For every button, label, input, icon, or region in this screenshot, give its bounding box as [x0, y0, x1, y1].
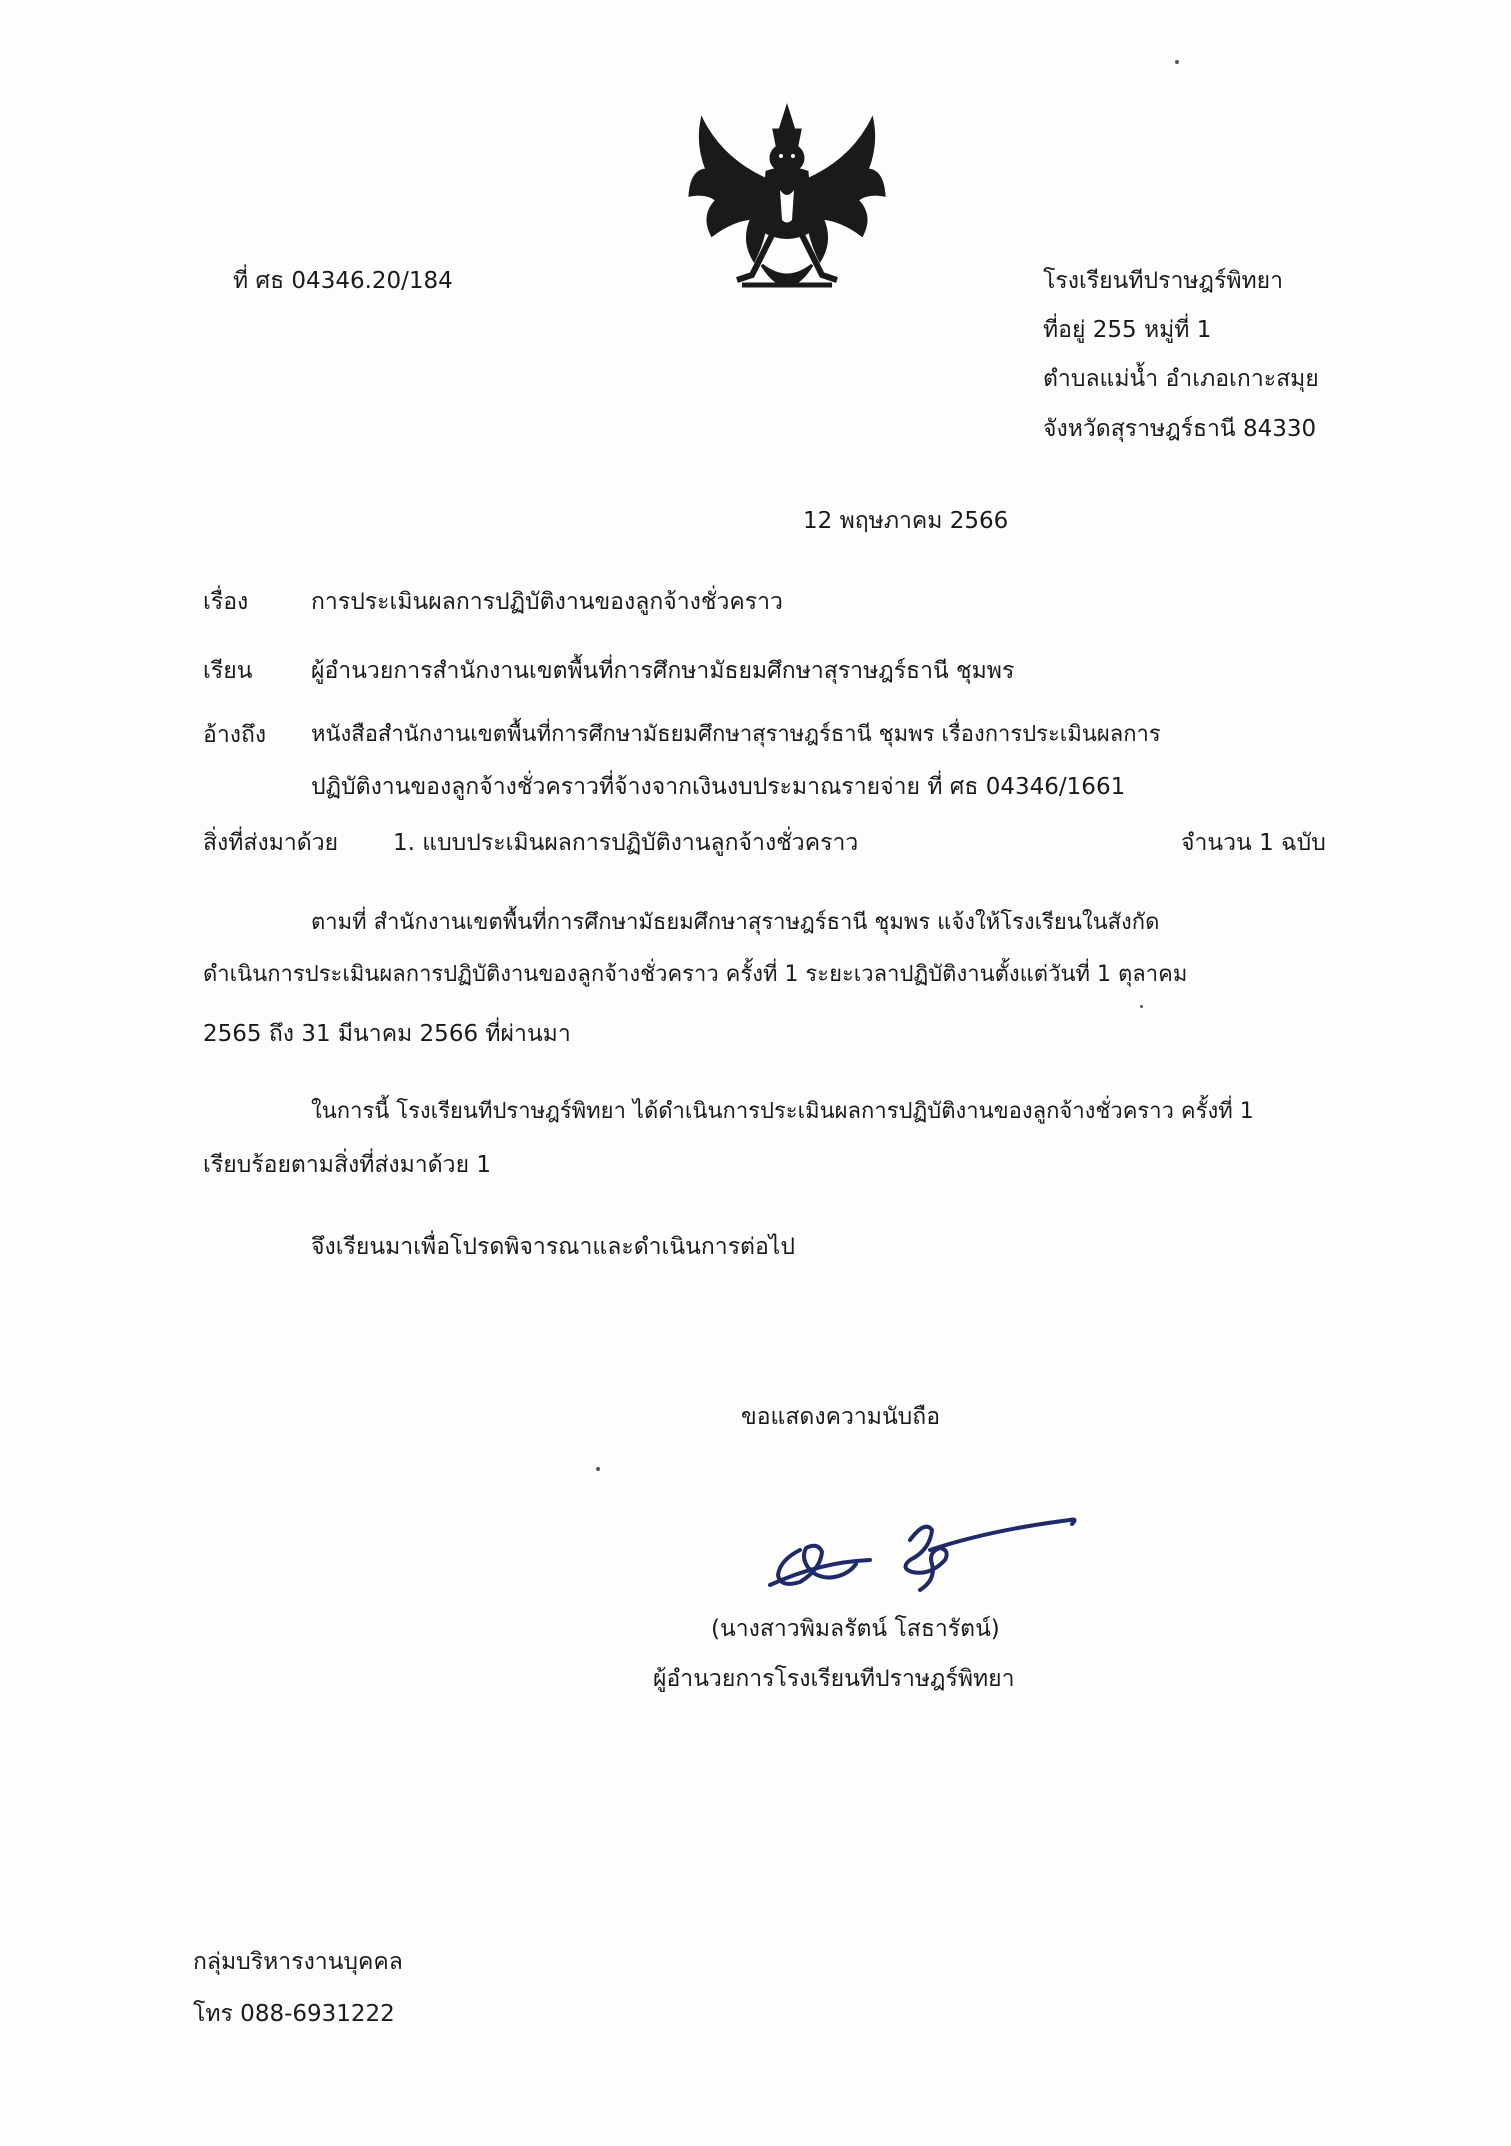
reference-text: หนังสือสำนักงานเขตพื้นที่การศึกษามัธยมศึกษาสุราษฎร์ธานี ชุมพร เรื่องการประเมินผลการ [311, 722, 1161, 747]
signer-title: ผู้อำนวยการโรงเรียนทีปราษฎร์พิทยา [653, 1666, 1015, 1692]
recipient-label: เรียน [203, 658, 253, 684]
enclosure-count: จำนวน 1 ฉบับ [1181, 830, 1326, 856]
subject-text: การประเมินผลการปฏิบัติงานของลูกจ้างชั่วคราว [311, 589, 783, 615]
scan-speck [596, 1467, 600, 1471]
footer-department: กลุ่มบริหารงานบุคคล [193, 1949, 403, 1975]
reference-text: ปฏิบัติงานของลูกจ้างชั่วคราวที่จ้างจากเงินงบประมาณรายจ่าย ที่ ศธ 04346/1661 [311, 774, 1126, 800]
body-paragraph-line: จึงเรียนมาเพื่อโปรดพิจารณาและดำเนินการต่อไป [311, 1234, 795, 1260]
scan-speck [1140, 1005, 1143, 1008]
body-paragraph-line: ตามที่ สำนักงานเขตพื้นที่การศึกษามัธยมศึกษาสุราษฎร์ธานี ชุมพร แจ้งให้โรงเรียนในสังกัด [311, 910, 1160, 935]
recipient-text: ผู้อำนวยการสำนักงานเขตพื้นที่การศึกษามัธยมศึกษาสุราษฎร์ธานี ชุมพร [311, 658, 1015, 684]
subject-label: เรื่อง [203, 589, 249, 615]
enclosure-item: 1. แบบประเมินผลการปฏิบัติงานลูกจ้างชั่วคราว [393, 830, 859, 856]
handwritten-signature [760, 1490, 1090, 1600]
footer-phone: โทร 088-6931222 [193, 2001, 395, 2027]
enclosure-label: สิ่งที่ส่งมาด้วย [203, 830, 339, 856]
sender-address-line: ตำบลแม่น้ำ อำเภอเกาะสมุย [1043, 366, 1319, 392]
closing-text: ขอแสดงความนับถือ [741, 1404, 941, 1430]
letter-date: 12 พฤษภาคม 2566 [803, 508, 1009, 534]
scan-speck [1175, 60, 1179, 64]
body-paragraph-line: เรียบร้อยตามสิ่งที่ส่งมาด้วย 1 [203, 1152, 491, 1178]
body-paragraph-line: ดำเนินการประเมินผลการปฏิบัติงานของลูกจ้างชั่วคราว ครั้งที่ 1 ระยะเวลาปฏิบัติงานตั้งแต่วันที่ 1 ตุลาคม [203, 962, 1188, 987]
reference-label: อ้างถึง [203, 722, 267, 748]
reference-number: ที่ ศธ 04346.20/184 [233, 268, 453, 294]
body-paragraph-line: 2565 ถึง 31 มีนาคม 2566 ที่ผ่านมา [203, 1021, 571, 1047]
signer-name: (นางสาวพิมลรัตน์ โสธารัตน์) [711, 1616, 1000, 1642]
sender-address-line: ที่อยู่ 255 หมู่ที่ 1 [1043, 317, 1212, 343]
body-paragraph-line: ในการนี้ โรงเรียนทีปราษฎร์พิทยา ได้ดำเนินการประเมินผลการปฏิบัติงานของลูกจ้างชั่วคราว ครั้งที่ 1 [311, 1099, 1254, 1124]
sender-address-line: จังหวัดสุราษฎร์ธานี 84330 [1043, 416, 1317, 442]
garuda-emblem-icon [682, 100, 892, 310]
sender-name: โรงเรียนทีปราษฎร์พิทยา [1043, 268, 1284, 294]
